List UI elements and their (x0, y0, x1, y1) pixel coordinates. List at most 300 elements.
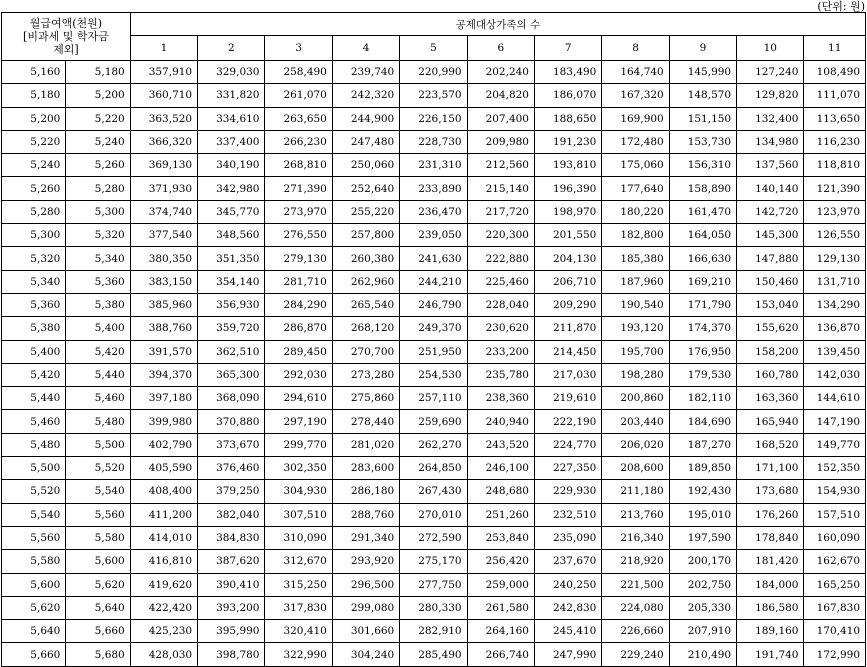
tax-amount-cell: 197,590 (669, 526, 736, 549)
salary-from-cell: 5,640 (2, 620, 66, 643)
table-row (2, 596, 866, 619)
tax-amount-cell: 268,810 (265, 154, 332, 177)
salary-to-cell: 5,400 (66, 317, 130, 340)
tax-amount-cell: 242,320 (332, 84, 399, 107)
tax-amount-cell: 370,880 (198, 410, 265, 433)
tax-amount-cell: 116,230 (804, 130, 866, 153)
tax-amount-cell: 289,450 (265, 340, 332, 363)
salary-from-cell: 5,160 (2, 61, 66, 84)
tax-amount-cell: 239,050 (400, 224, 467, 247)
tax-amount-cell: 108,490 (804, 61, 866, 84)
tax-amount-cell: 317,830 (265, 596, 332, 619)
tax-amount-cell: 203,440 (602, 410, 669, 433)
tax-amount-cell: 145,990 (669, 61, 736, 84)
tax-amount-cell: 286,870 (265, 317, 332, 340)
tax-amount-cell: 186,580 (737, 596, 804, 619)
tax-amount-cell: 320,410 (265, 620, 332, 643)
tax-amount-cell: 113,650 (804, 107, 866, 130)
tax-amount-cell: 171,100 (737, 457, 804, 480)
tax-amount-cell: 425,230 (130, 620, 197, 643)
tax-amount-cell: 354,140 (198, 270, 265, 293)
tax-amount-cell: 193,810 (534, 154, 601, 177)
salary-from-cell: 5,260 (2, 177, 66, 200)
tax-amount-cell: 245,410 (534, 620, 601, 643)
salary-from-cell: 5,240 (2, 154, 66, 177)
dependents-header-2: 2 (198, 36, 265, 61)
tax-amount-cell: 251,260 (467, 503, 534, 526)
tax-amount-cell: 405,590 (130, 457, 197, 480)
tax-amount-cell: 356,930 (198, 293, 265, 316)
tax-amount-cell: 149,770 (804, 433, 866, 456)
tax-amount-cell: 365,300 (198, 363, 265, 386)
tax-amount-cell: 273,280 (332, 363, 399, 386)
tax-amount-cell: 428,030 (130, 643, 197, 666)
dependents-header-7: 7 (534, 36, 601, 61)
dependents-header-8: 8 (602, 36, 669, 61)
tax-amount-cell: 165,250 (804, 573, 866, 596)
tax-amount-cell: 238,360 (467, 387, 534, 410)
tax-amount-cell: 224,080 (602, 596, 669, 619)
salary-to-cell: 5,320 (66, 224, 130, 247)
salary-from-cell: 5,620 (2, 596, 66, 619)
tax-amount-cell: 179,530 (669, 363, 736, 386)
tax-amount-cell: 281,020 (332, 433, 399, 456)
salary-from-cell: 5,600 (2, 573, 66, 596)
tax-amount-cell: 284,290 (265, 293, 332, 316)
dependents-count-header: 공제대상가족의 수 (130, 13, 865, 36)
tax-amount-cell: 275,860 (332, 387, 399, 410)
salary-to-cell: 5,440 (66, 363, 130, 386)
tax-amount-cell: 337,400 (198, 130, 265, 153)
tax-amount-cell: 272,590 (400, 526, 467, 549)
tax-amount-cell: 145,300 (737, 224, 804, 247)
tax-amount-cell: 241,630 (400, 247, 467, 270)
withholding-tax-table (1, 12, 866, 667)
tax-amount-cell: 360,710 (130, 84, 197, 107)
tax-amount-cell: 283,600 (332, 457, 399, 480)
tax-amount-cell: 257,800 (332, 224, 399, 247)
tax-amount-cell: 201,550 (534, 224, 601, 247)
tax-amount-cell: 202,750 (669, 573, 736, 596)
tax-amount-cell: 292,030 (265, 363, 332, 386)
tax-amount-cell: 419,620 (130, 573, 197, 596)
tax-amount-cell: 164,050 (669, 224, 736, 247)
salary-to-cell: 5,500 (66, 433, 130, 456)
tax-amount-cell: 206,710 (534, 270, 601, 293)
table-row (2, 410, 866, 433)
tax-amount-cell: 160,090 (804, 526, 866, 549)
salary-from-cell: 5,320 (2, 247, 66, 270)
tax-amount-cell: 268,120 (332, 317, 399, 340)
tax-amount-cell: 200,860 (602, 387, 669, 410)
salary-from-cell: 5,520 (2, 480, 66, 503)
tax-amount-cell: 171,790 (669, 293, 736, 316)
tax-amount-cell: 220,300 (467, 224, 534, 247)
tax-amount-cell: 154,930 (804, 480, 866, 503)
tax-amount-cell: 398,780 (198, 643, 265, 666)
tax-amount-cell: 216,340 (602, 526, 669, 549)
tax-amount-cell: 374,740 (130, 200, 197, 223)
salary-to-cell: 5,220 (66, 107, 130, 130)
salary-from-cell: 5,560 (2, 526, 66, 549)
tax-amount-cell: 264,850 (400, 457, 467, 480)
tax-amount-cell: 169,210 (669, 270, 736, 293)
tax-amount-cell: 225,460 (467, 270, 534, 293)
table-body (2, 61, 866, 667)
tax-amount-cell: 198,970 (534, 200, 601, 223)
table-row (2, 573, 866, 596)
tax-amount-cell: 129,820 (737, 84, 804, 107)
salary-from-cell: 5,440 (2, 387, 66, 410)
dependents-header-3: 3 (265, 36, 332, 61)
tax-amount-cell: 231,310 (400, 154, 467, 177)
tax-amount-cell: 187,960 (602, 270, 669, 293)
tax-amount-cell: 195,010 (669, 503, 736, 526)
tax-amount-cell: 390,410 (198, 573, 265, 596)
salary-to-cell: 5,520 (66, 457, 130, 480)
salary-to-cell: 5,660 (66, 620, 130, 643)
table-row (2, 130, 866, 153)
dependents-header-1: 1 (130, 36, 197, 61)
tax-amount-cell: 140,140 (737, 177, 804, 200)
table-row (2, 643, 866, 666)
table-row (2, 457, 866, 480)
tax-amount-cell: 312,670 (265, 550, 332, 573)
tax-amount-cell: 182,110 (669, 387, 736, 410)
tax-amount-cell: 384,830 (198, 526, 265, 549)
tax-amount-cell: 277,750 (400, 573, 467, 596)
tax-amount-cell: 299,770 (265, 433, 332, 456)
tax-amount-cell: 212,560 (467, 154, 534, 177)
tax-amount-cell: 184,690 (669, 410, 736, 433)
tax-amount-cell: 226,660 (602, 620, 669, 643)
tax-amount-cell: 331,820 (198, 84, 265, 107)
tax-amount-cell: 169,900 (602, 107, 669, 130)
tax-amount-cell: 279,130 (265, 247, 332, 270)
salary-to-cell: 5,340 (66, 247, 130, 270)
tax-amount-cell: 261,070 (265, 84, 332, 107)
tax-amount-cell: 233,200 (467, 340, 534, 363)
tax-amount-cell: 247,480 (332, 130, 399, 153)
tax-amount-cell: 167,320 (602, 84, 669, 107)
tax-amount-cell: 222,880 (467, 247, 534, 270)
dependents-header-6: 6 (467, 36, 534, 61)
tax-amount-cell: 266,740 (467, 643, 534, 666)
salary-from-cell: 5,180 (2, 84, 66, 107)
tax-amount-cell: 402,790 (130, 433, 197, 456)
salary-to-cell: 5,200 (66, 84, 130, 107)
tax-amount-cell: 357,910 (130, 61, 197, 84)
tax-amount-cell: 164,740 (602, 61, 669, 84)
tax-amount-cell: 150,460 (737, 270, 804, 293)
tax-amount-cell: 213,760 (602, 503, 669, 526)
tax-amount-cell: 188,650 (534, 107, 601, 130)
table-row (2, 247, 866, 270)
tax-amount-cell: 251,950 (400, 340, 467, 363)
tax-amount-cell: 254,530 (400, 363, 467, 386)
salary-header-line1: 월급여액(천원) (29, 17, 103, 30)
salary-to-cell: 5,280 (66, 177, 130, 200)
salary-to-cell: 5,560 (66, 503, 130, 526)
tax-amount-cell: 340,190 (198, 154, 265, 177)
tax-amount-cell: 158,890 (669, 177, 736, 200)
tax-amount-cell: 288,760 (332, 503, 399, 526)
tax-amount-cell: 411,200 (130, 503, 197, 526)
tax-amount-cell: 162,670 (804, 550, 866, 573)
salary-range-header (2, 13, 131, 61)
dependents-header-4: 4 (332, 36, 399, 61)
table-row (2, 84, 866, 107)
salary-header-line3: 제외] (53, 43, 79, 56)
tax-amount-cell: 223,570 (400, 84, 467, 107)
tax-amount-cell: 186,070 (534, 84, 601, 107)
tax-amount-cell: 211,180 (602, 480, 669, 503)
tax-amount-cell: 208,600 (602, 457, 669, 480)
table-row (2, 620, 866, 643)
tax-amount-cell: 368,090 (198, 387, 265, 410)
tax-amount-cell: 156,310 (669, 154, 736, 177)
tax-amount-cell: 191,230 (534, 130, 601, 153)
tax-amount-cell: 252,640 (332, 177, 399, 200)
tax-amount-cell: 265,540 (332, 293, 399, 316)
table-row (2, 154, 866, 177)
tax-amount-cell: 131,710 (804, 270, 866, 293)
tax-amount-cell: 142,030 (804, 363, 866, 386)
tax-amount-cell: 137,560 (737, 154, 804, 177)
tax-amount-cell: 226,150 (400, 107, 467, 130)
tax-amount-cell: 151,150 (669, 107, 736, 130)
table-row (2, 480, 866, 503)
salary-to-cell: 5,180 (66, 61, 130, 84)
salary-from-cell: 5,380 (2, 317, 66, 340)
tax-amount-cell: 174,370 (669, 317, 736, 340)
salary-from-cell: 5,340 (2, 270, 66, 293)
table-row (2, 526, 866, 549)
tax-amount-cell: 207,910 (669, 620, 736, 643)
salary-to-cell: 5,600 (66, 550, 130, 573)
tax-amount-cell: 147,880 (737, 247, 804, 270)
tax-amount-cell: 379,250 (198, 480, 265, 503)
table-row (2, 387, 866, 410)
tax-amount-cell: 232,510 (534, 503, 601, 526)
tax-amount-cell: 235,780 (467, 363, 534, 386)
tax-amount-cell: 237,670 (534, 550, 601, 573)
tax-amount-cell: 219,610 (534, 387, 601, 410)
dependents-header-9: 9 (669, 36, 736, 61)
tax-amount-cell: 193,120 (602, 317, 669, 340)
salary-to-cell: 5,480 (66, 410, 130, 433)
tax-amount-cell: 217,030 (534, 363, 601, 386)
tax-amount-cell: 264,160 (467, 620, 534, 643)
tax-amount-cell: 196,390 (534, 177, 601, 200)
salary-to-cell: 5,260 (66, 154, 130, 177)
tax-amount-cell: 170,410 (804, 620, 866, 643)
tax-amount-cell: 215,140 (467, 177, 534, 200)
tax-amount-cell: 273,970 (265, 200, 332, 223)
tax-amount-cell: 380,350 (130, 247, 197, 270)
tax-amount-cell: 229,240 (602, 643, 669, 666)
tax-amount-cell: 275,170 (400, 550, 467, 573)
table-row (2, 317, 866, 340)
tax-amount-cell: 416,810 (130, 550, 197, 573)
tax-amount-cell: 198,280 (602, 363, 669, 386)
tax-amount-cell: 228,730 (400, 130, 467, 153)
salary-from-cell: 5,280 (2, 200, 66, 223)
salary-to-cell: 5,680 (66, 643, 130, 666)
tax-amount-cell: 204,130 (534, 247, 601, 270)
tax-amount-cell: 366,320 (130, 130, 197, 153)
salary-from-cell: 5,300 (2, 224, 66, 247)
tax-amount-cell: 191,740 (737, 643, 804, 666)
unit-note: (단위: 원) (817, 0, 865, 13)
tax-amount-cell: 286,180 (332, 480, 399, 503)
tax-amount-cell: 222,190 (534, 410, 601, 433)
tax-amount-cell: 134,290 (804, 293, 866, 316)
tax-amount-cell: 373,670 (198, 433, 265, 456)
tax-amount-cell: 397,180 (130, 387, 197, 410)
tax-amount-cell: 382,040 (198, 503, 265, 526)
tax-amount-cell: 235,090 (534, 526, 601, 549)
tax-amount-cell: 395,990 (198, 620, 265, 643)
salary-from-cell: 5,480 (2, 433, 66, 456)
tax-amount-cell: 153,040 (737, 293, 804, 316)
tax-amount-cell: 228,040 (467, 293, 534, 316)
salary-from-cell: 5,200 (2, 107, 66, 130)
tax-amount-cell: 218,920 (602, 550, 669, 573)
table-row (2, 270, 866, 293)
table-row (2, 340, 866, 363)
tax-amount-cell: 158,200 (737, 340, 804, 363)
tax-amount-cell: 189,160 (737, 620, 804, 643)
tax-amount-cell: 259,000 (467, 573, 534, 596)
table-row (2, 550, 866, 573)
tax-amount-cell: 195,700 (602, 340, 669, 363)
table-row (2, 61, 866, 84)
salary-to-cell: 5,240 (66, 130, 130, 153)
tax-amount-cell: 267,430 (400, 480, 467, 503)
tax-amount-cell: 132,400 (737, 107, 804, 130)
tax-amount-cell: 310,090 (265, 526, 332, 549)
tax-amount-cell: 180,220 (602, 200, 669, 223)
tax-amount-cell: 302,350 (265, 457, 332, 480)
tax-amount-cell: 127,240 (737, 61, 804, 84)
salary-to-cell: 5,580 (66, 526, 130, 549)
salary-from-cell: 5,420 (2, 363, 66, 386)
table-row (2, 200, 866, 223)
tax-amount-cell: 190,540 (602, 293, 669, 316)
salary-from-cell: 5,500 (2, 457, 66, 480)
tax-amount-cell: 233,890 (400, 177, 467, 200)
tax-amount-cell: 244,900 (332, 107, 399, 130)
tax-amount-cell: 257,110 (400, 387, 467, 410)
tax-amount-cell: 342,980 (198, 177, 265, 200)
tax-amount-cell: 214,450 (534, 340, 601, 363)
tax-amount-cell: 153,730 (669, 130, 736, 153)
salary-to-cell: 5,620 (66, 573, 130, 596)
tax-amount-cell: 281,710 (265, 270, 332, 293)
tax-amount-cell: 291,340 (332, 526, 399, 549)
table-row (2, 363, 866, 386)
tax-amount-cell: 123,970 (804, 200, 866, 223)
tax-amount-cell: 165,940 (737, 410, 804, 433)
tax-amount-cell: 121,390 (804, 177, 866, 200)
tax-amount-cell: 329,030 (198, 61, 265, 84)
tax-amount-cell: 224,770 (534, 433, 601, 456)
tax-amount-cell: 334,610 (198, 107, 265, 130)
tax-amount-cell: 185,380 (602, 247, 669, 270)
salary-from-cell: 5,460 (2, 410, 66, 433)
salary-to-cell: 5,380 (66, 293, 130, 316)
tax-amount-cell: 394,370 (130, 363, 197, 386)
tax-amount-cell: 359,720 (198, 317, 265, 340)
tax-amount-cell: 363,520 (130, 107, 197, 130)
salary-from-cell: 5,540 (2, 503, 66, 526)
tax-amount-cell: 304,240 (332, 643, 399, 666)
tax-amount-cell: 152,350 (804, 457, 866, 480)
tax-amount-cell: 270,010 (400, 503, 467, 526)
tax-amount-cell: 385,960 (130, 293, 197, 316)
tax-amount-cell: 388,760 (130, 317, 197, 340)
tax-amount-cell: 160,780 (737, 363, 804, 386)
tax-amount-cell: 422,420 (130, 596, 197, 619)
tax-amount-cell: 296,500 (332, 573, 399, 596)
tax-amount-cell: 387,620 (198, 550, 265, 573)
tax-amount-cell: 369,130 (130, 154, 197, 177)
tax-amount-cell: 175,060 (602, 154, 669, 177)
salary-from-cell: 5,400 (2, 340, 66, 363)
tax-amount-cell: 134,980 (737, 130, 804, 153)
tax-amount-cell: 270,700 (332, 340, 399, 363)
tax-amount-cell: 242,830 (534, 596, 601, 619)
tax-amount-cell: 172,480 (602, 130, 669, 153)
salary-to-cell: 5,540 (66, 480, 130, 503)
tax-amount-cell: 157,510 (804, 503, 866, 526)
tax-amount-cell: 189,850 (669, 457, 736, 480)
dependents-header-5: 5 (400, 36, 467, 61)
tax-amount-cell: 294,610 (265, 387, 332, 410)
tax-amount-cell: 227,350 (534, 457, 601, 480)
dependents-header-10: 10 (737, 36, 804, 61)
tax-amount-cell: 293,920 (332, 550, 399, 573)
tax-amount-cell: 247,990 (534, 643, 601, 666)
tax-amount-cell: 351,350 (198, 247, 265, 270)
tax-amount-cell: 178,840 (737, 526, 804, 549)
tax-amount-cell: 278,440 (332, 410, 399, 433)
salary-to-cell: 5,420 (66, 340, 130, 363)
tax-amount-cell: 297,190 (265, 410, 332, 433)
tax-amount-cell: 187,270 (669, 433, 736, 456)
tax-amount-cell: 176,950 (669, 340, 736, 363)
tax-amount-cell: 144,610 (804, 387, 866, 410)
tax-amount-cell: 253,840 (467, 526, 534, 549)
tax-amount-cell: 209,980 (467, 130, 534, 153)
tax-amount-cell: 229,930 (534, 480, 601, 503)
tax-amount-cell: 307,510 (265, 503, 332, 526)
tax-amount-cell: 262,270 (400, 433, 467, 456)
tax-amount-cell: 210,490 (669, 643, 736, 666)
tax-amount-cell: 206,020 (602, 433, 669, 456)
tax-amount-cell: 209,290 (534, 293, 601, 316)
tax-amount-cell: 147,190 (804, 410, 866, 433)
tax-amount-cell: 205,330 (669, 596, 736, 619)
salary-header-line2: [비과세 및 학자금 (23, 30, 109, 43)
dependents-number-row (2, 36, 866, 61)
tax-amount-cell: 239,740 (332, 61, 399, 84)
tax-amount-cell: 256,420 (467, 550, 534, 573)
tax-amount-cell: 183,490 (534, 61, 601, 84)
tax-amount-cell: 217,720 (467, 200, 534, 223)
tax-amount-cell: 181,420 (737, 550, 804, 573)
